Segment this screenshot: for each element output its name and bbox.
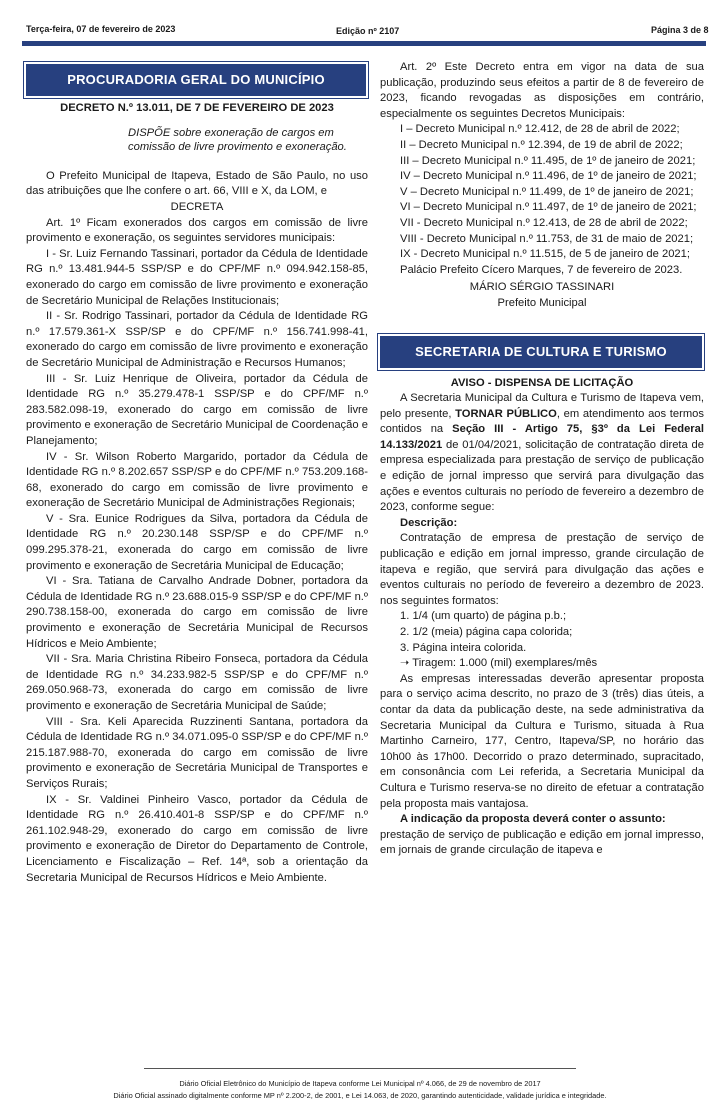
section-title-procuradoria: PROCURADORIA GERAL DO MUNICÍPIO bbox=[26, 64, 366, 96]
aviso-paragraph bbox=[380, 391, 704, 516]
format-item: 1. 1/4 (um quarto) de página p.b.; bbox=[400, 610, 567, 623]
revoked-decree: I – Decreto Municipal n.º 12.412, de 28 de abril de 2022; bbox=[400, 123, 680, 136]
aviso-title: AVISO - DISPENSA DE LICITAÇÃO bbox=[450, 376, 634, 389]
footer-divider bbox=[144, 1068, 576, 1069]
revoked-decree: II – Decreto Municipal n.º 12.394, de 19 de abril de 2022; bbox=[400, 138, 683, 151]
header-divider bbox=[22, 41, 706, 46]
revoked-decree: IV – Decreto Municipal n.º 11.496, de 1º de janeiro de 2021; bbox=[400, 170, 697, 183]
exoneration-item: VII - Sra. Maria Christina Ribeiro Fonseca, portadora da Cédula de Identidade RG n.º 34.233.982-5 SSP/SP e do CPF/MF n.º 269.050.968-73, exonerada do cargo em comissão de livre provimento e exoneração de Secretária Municipal de Saúde; bbox=[26, 653, 368, 712]
right-column bbox=[380, 60, 704, 859]
exoneration-item: IV - Sr. Wilson Roberto Margarido, portador da Cédula de Identidade RG n.º 8.202.657 SSP/SP e do CPF/MF n.º 753.209.168-68, exonerado do cargo em comissão de livre provimento e exoneração de Secretário Municipal de Administrações Regionais; bbox=[26, 450, 368, 510]
exoneration-item: VIII - Sra. Keli Aparecida Ruzzinenti Santana, portadora da Cédula de Identidade RG n.º 34.071.095-0 SSP/SP e do CPF/MF n.º 215.187.988-70, exonerada do cargo em comissão de livre provimento e exoneração de Secretária Municipal de Transportes e Serviços Rurais; bbox=[26, 715, 368, 790]
revoked-decree: III – Decreto Municipal n.º 11.495, de 1º de janeiro de 2021; bbox=[400, 154, 696, 167]
descricao-text: Contratação de empresa de prestação de serviço de publicação e edição em jornal impresso, grande circulação de itapeva e região, que servirá para divulgação das ações e eventos culturais no período de fevereiro a dezembro de 2023. nos seguintes formatos: bbox=[380, 532, 704, 607]
tiragem-item: ➝ Tiragem: 1.000 (mil) exemplares/mês bbox=[400, 657, 598, 670]
section-title-cultura: SECRETARIA DE CULTURA E TURISMO bbox=[380, 336, 702, 368]
decree-title: DECRETO N.º 13.011, DE 7 DE FEVEREIRO DE 2023 bbox=[60, 102, 334, 114]
signer-name: MÁRIO SÉRGIO TASSINARI bbox=[469, 281, 615, 294]
exoneration-item: III - Sr. Luiz Henrique de Oliveira, portador da Cédula de Identidade RG n.º 35.279.478-1 SSP/SP e do CPF/MF n.º 283.582.098-19, exonerado do cargo em comissão de livre provimento e exoneração de Secretário Municipal de Coordenação e Planejamento; bbox=[26, 372, 368, 447]
format-item: 3. Página inteira colorida. bbox=[400, 641, 527, 654]
exoneration-item: V - Sra. Eunice Rodrigues da Silva, portadora da Cédula de Identidade RG n.º 20.230.148 SSP/SP e do CPF/MF n.º 099.295.378-21, exonerada do cargo em comissão de livre provimento e exoneração de Secretária Municipal de Educação; bbox=[26, 512, 368, 572]
left-column bbox=[26, 60, 368, 886]
footer-signature-line: Diário Oficial assinado digitalmente conforme MP nº 2.200-2, de 2001, e Lei 14.063, de 2020, garantindo autenticidade, validade jurídica e integridade. bbox=[113, 1091, 607, 1100]
revoked-decree: VI – Decreto Municipal n.º 11.497, de 1º de janeiro de 2021; bbox=[400, 201, 697, 214]
exoneration-item: I - Sr. Luiz Fernando Tassinari, portador da Cédula de Identidade RG n.º 13.481.944-5 SSP/SP e do CPF/MF n.º 094.942.158-85, exonerado do cargo em comissão de livre provimento e exoneração de Secretário Municipal de Relações Institucionais; bbox=[26, 247, 368, 307]
revoked-decree: V – Decreto Municipal n.º 11.499, de 1º de janeiro de 2021; bbox=[400, 185, 694, 198]
exoneration-item: II - Sr. Rodrigo Tassinari, portador da Cédula de Identidade RG n.º 17.579.361-X SSP/SP e do CPF/MF n.º 156.741.998-41, exonerado do cargo em comissão de livre provimento e exoneração de Secretário Municipal de Administração e Recursos Humanos; bbox=[26, 310, 368, 369]
aviso-text: A Secretaria Municipal da Cultura e Turismo de Itapeva vem, pelo presente, bbox=[380, 392, 704, 420]
aviso-legal-reference: Seção III - Artigo 75, §3º da Lei Federal 14.133/2021 bbox=[380, 423, 704, 451]
indicacao-text: prestação de serviço de publicação e edição em jornal impresso, em jornais de grande circulação de itapeva e bbox=[380, 828, 704, 857]
revoked-decree: VII - Decreto Municipal n.º 12.413, de 28 de abril de 2022; bbox=[400, 216, 688, 229]
page-header bbox=[0, 0, 720, 50]
format-item: 2. 1/2 (meia) página capa colorida; bbox=[400, 626, 573, 638]
aviso-text: de 01/04/2021, solicitação de contratação direta de empresa especializada para prestação de serviço de publicação e edição de jornal impresso que servirá para divulgação das ações e eventos culturais no período de fevereiro a dezembro de 2023, conforme segue: bbox=[380, 438, 704, 514]
header-edition: Edição nº 2107 bbox=[336, 26, 400, 36]
header-page-number: Página 3 de 8 bbox=[651, 25, 709, 35]
header-date: Terça-feira, 07 de fevereiro de 2023 bbox=[26, 24, 176, 34]
indicacao-label: A indicação da proposta deverá conter o assunto: bbox=[400, 813, 666, 826]
proposal-text: As empresas interessadas deverão apresentar proposta para o serviço acima descrito, no prazo de 3 (três) dias úteis, a contar da data da publicação deste, na sede administrativa da Secretaria Municipal da Cultura e Turismo, situada à Rua Martinho Carneiro, 177, Centro, Itapeva/SP, no horário das 10h00 às 17h00. Decorrido o prazo determinado, supracitado, em consonância com Lei referida, a Secretaria Municipal da Cultura e Turismo reserva-se no direito de efetuar a contratação pela proposta mais vantajosa. bbox=[380, 672, 704, 810]
exoneration-item: IX - Sr. Valdinei Pinheiro Vasco, portador da Cédula de Identidade RG n.º 26.410.401-8 SSP/SP e do CPF/MF n.º 261.102.948-29, exonerado do cargo em comissão de livre provimento e exoneração de Diretor do Departamento de Controle, Licenciamento e Fiscalização – Ref. 14ª, sob a orientação da Secretaria Municipal de Recursos Hídricos e Meio Ambiente. bbox=[26, 793, 368, 884]
decreta-label: DECRETA bbox=[170, 201, 224, 213]
aviso-text: , em atendimento aos termos contidos na bbox=[380, 407, 704, 436]
aviso-emphasis: TORNAR PÚBLICO bbox=[455, 407, 557, 420]
article-2: Art. 2º Este Decreto entra em vigor na data de sua publicação, produzindo seus efeitos a partir de 8 de fevereiro de 2023, ficando revogadas as disposições em contrário, especialmente os seguintes Decretos Municipais: bbox=[380, 61, 704, 120]
decree-ementa: DISPÕE sobre exoneração de cargos em comissão de livre provimento e exoneração. bbox=[128, 127, 347, 154]
article-1: Art. 1º Ficam exonerados dos cargos em comissão de livre provimento e exoneração, os seguintes servidores municipais: bbox=[26, 216, 368, 245]
exoneration-item: VI - Sra. Tatiana de Carvalho Andrade Dobner, portadora da Cédula de Identidade RG n.º 23.688.015-9 SSP/SP e do CPF/MF n.º 290.738.158-00, exonerada do cargo em comissão de livre provimento e exoneração de Secretária Municipal de Recursos Hídricos e Meio Ambiente; bbox=[26, 575, 368, 650]
footer-legal-line: Diário Oficial Eletrônico do Município de Itapeva conforme Lei Municipal nº 4.066, de 29 de novembro de 2017 bbox=[179, 1079, 541, 1088]
palace-date: Palácio Prefeito Cícero Marques, 7 de fevereiro de 2023. bbox=[400, 263, 683, 276]
revoked-decree: VIII - Decreto Municipal n.º 11.753, de 31 de maio de 2021; bbox=[400, 232, 694, 245]
signer-role: Prefeito Municipal bbox=[497, 296, 587, 309]
descricao-label: Descrição: bbox=[400, 516, 458, 529]
revoked-decree: IX - Decreto Municipal n.º 11.515, de 5 de janeiro de 2021; bbox=[400, 248, 690, 261]
decree-preamble: O Prefeito Municipal de Itapeva, Estado de São Paulo, no uso das atribuições que lhe confere o art. 66, VIII e X, da LOM, e bbox=[26, 169, 368, 198]
